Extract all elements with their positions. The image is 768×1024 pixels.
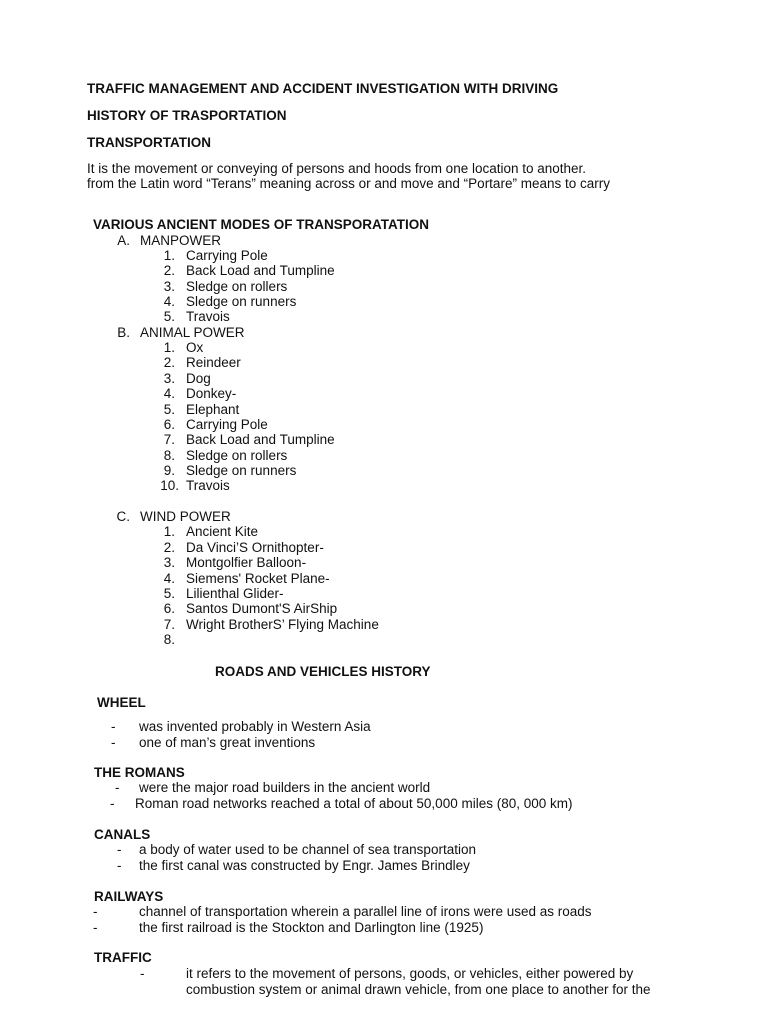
section-heading: TRAFFIC (94, 950, 152, 965)
list-item: Back Load and Tumpline (186, 263, 335, 278)
bullet-text: the first railroad is the Stockton and Darlington line (1925) (139, 920, 484, 935)
item-number: 5. (163, 309, 175, 324)
dash-bullet: - (117, 842, 122, 857)
definition-line: It is the movement or conveying of persons and hoods from one location to another. (87, 161, 587, 176)
bullet-text: combustion system or animal drawn vehicle, from one place to another for the (186, 982, 651, 997)
dash-bullet: - (93, 904, 98, 919)
bullet-text: one of man’s great inventions (139, 735, 316, 750)
item-number: 4. (163, 386, 175, 401)
item-number: 6. (163, 601, 175, 616)
group-letter: C. (116, 509, 130, 524)
document-title: TRAFFIC MANAGEMENT AND ACCIDENT INVESTIGATION WITH DRIVING (87, 81, 559, 96)
dash-bullet: - (110, 796, 115, 811)
item-number: 1. (163, 340, 175, 355)
dash-bullet: - (140, 966, 145, 981)
item-number: 4. (163, 571, 175, 586)
item-number: 1. (163, 524, 175, 539)
item-number: 5. (163, 586, 175, 601)
list-item: Donkey- (186, 386, 237, 401)
item-number: 2. (163, 355, 175, 370)
bullet-text: Roman road networks reached a total of about 50,000 miles (80, 000 km) (135, 796, 573, 811)
item-number: 4. (163, 294, 175, 309)
list-item: Carrying Pole (186, 248, 268, 263)
history-heading: HISTORY OF TRASPORTATION (87, 108, 287, 123)
dash-bullet: - (115, 780, 120, 795)
section-heading: WHEEL (97, 695, 146, 710)
group-letter: B. (117, 325, 130, 340)
group-label: ANIMAL POWER (140, 325, 245, 340)
bullet-text: it refers to the movement of persons, goods, or vehicles, either powered by (186, 966, 634, 981)
group-letter: A. (117, 233, 130, 248)
transportation-heading: TRANSPORTATION (87, 135, 211, 150)
list-item: Elephant (186, 402, 240, 417)
section-heading: CANALS (94, 827, 151, 842)
list-item: Montgolfier Balloon- (186, 555, 307, 570)
item-number: 3. (163, 371, 175, 386)
item-number: 7. (163, 617, 175, 632)
item-number: 1. (163, 248, 175, 263)
list-item: Sledge on rollers (186, 448, 288, 463)
list-item: Back Load and Tumpline (186, 432, 335, 447)
section-heading: RAILWAYS (94, 889, 164, 904)
list-item: Santos Dumont'S AirShip (186, 601, 338, 616)
bullet-text: was invented probably in Western Asia (139, 719, 371, 734)
item-number: 7. (163, 432, 175, 447)
dash-bullet: - (111, 735, 116, 750)
list-item: Sledge on rollers (186, 279, 288, 294)
list-item: Ox (186, 340, 204, 355)
list-item: Sledge on runners (186, 294, 297, 309)
list-item: Siemens' Rocket Plane- (186, 571, 330, 586)
item-number: 10. (160, 478, 179, 493)
item-number: 2. (163, 540, 175, 555)
group-label: MANPOWER (140, 233, 221, 248)
item-number: 6. (163, 417, 175, 432)
modes-heading: VARIOUS ANCIENT MODES OF TRANSPORATATION (93, 217, 429, 232)
bullet-text: channel of transportation wherein a parallel line of irons were used as roads (139, 904, 592, 919)
bullet-text: a body of water used to be channel of sea transportation (139, 842, 476, 857)
item-number: 9. (163, 463, 175, 478)
item-number: 3. (163, 555, 175, 570)
dash-bullet: - (111, 719, 116, 734)
dash-bullet: - (117, 858, 122, 873)
item-number: 2. (163, 263, 175, 278)
list-item: Lilienthal Glider- (186, 586, 284, 601)
section-heading: THE ROMANS (94, 765, 185, 780)
list-item: Dog (186, 371, 211, 386)
list-item: Ancient Kite (186, 524, 259, 539)
dash-bullet: - (93, 920, 98, 935)
list-item: Wright BrotherS’ Flying Machine (186, 617, 379, 632)
group-label: WIND POWER (140, 509, 231, 524)
item-number: 5. (163, 402, 175, 417)
list-item: Travois (186, 478, 230, 493)
list-item: Carrying Pole (186, 417, 268, 432)
list-item: Sledge on runners (186, 463, 297, 478)
definition-line: from the Latin word “Terans” meaning across or and move and “Portare” means to carry (87, 176, 610, 191)
list-item: Da Vinci’S Ornithopter- (186, 540, 324, 555)
bullet-text: were the major road builders in the ancient world (139, 780, 431, 795)
list-item: Travois (186, 309, 230, 324)
item-number: 3. (163, 279, 175, 294)
item-number: 8. (163, 632, 175, 647)
bullet-text: the first canal was constructed by Engr. James Brindley (139, 858, 470, 873)
list-item: Reindeer (186, 355, 241, 370)
roads-heading: ROADS AND VEHICLES HISTORY (215, 664, 431, 679)
item-number: 8. (163, 448, 175, 463)
